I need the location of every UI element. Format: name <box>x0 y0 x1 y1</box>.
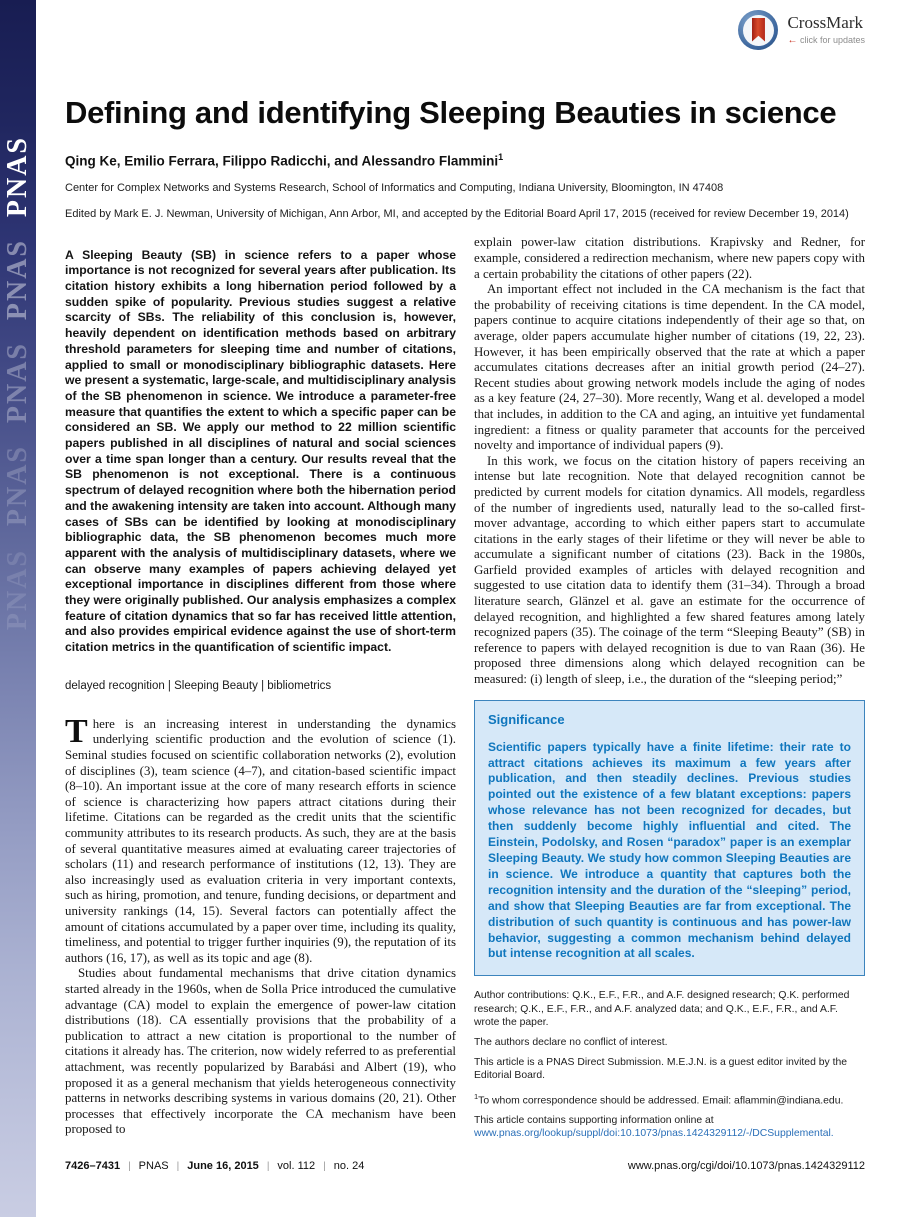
correspondence-note: $^1$To whom correspondence should be addressed. Email: aflammin@indiana.edu. <box>474 1091 844 1107</box>
dropcap-letter: T <box>65 712 88 750</box>
footer-separator: | <box>128 1161 131 1172</box>
pnas-sidebar <box>0 0 36 1217</box>
supplemental-link[interactable]: www.pnas.org/lookup/suppl/doi:10.1073/pnas.1424329112/-/DCSupplemental. <box>474 1128 834 1140</box>
crossmark-icon <box>738 10 778 50</box>
two-column-body <box>65 235 865 1147</box>
page-footer <box>65 1160 865 1172</box>
right-column <box>474 235 865 1147</box>
authors-line: Qing Ke, Emilio Ferrara, Filippo Radicchi, and Alessandro Flammini$^1$ <box>65 151 504 169</box>
significance-body: Scientific papers typically have a finite lifetime: their rate to attract citations achieves its maximum a few years after publication, and then steadily declines. Previous studies pointed out the existence of a few blatant exceptions: papers whose relevance has not been recognized for decades, but then suddenly become highly influential and cited. The Einstein, Podolsky, and Rosen “paradox” paper is an exemplar Sleeping Beauty. We study how common Sleeping Beauties are in science. We introduce a quantity that captures both the recognition intensity and the duration of the “sleeping” period, and show that Sleeping Beauties are far from exceptional. The distribution of such quantity is continuous and has power-law behavior, suggesting a common mechanism behind delayed but intense recognition at all scales. <box>488 739 851 961</box>
edited-by-line: Edited by Mark E. J. Newman, University of Michigan, Ann Arbor, MI, and accepted by the Editorial Board April 17, 2015 (received for review December 19, 2014) <box>65 208 849 221</box>
footer-separator: | <box>323 1161 326 1172</box>
author-contributions-note: Author contributions: Q.K., E.F., F.R., and A.F. designed research; Q.K. performed research; Q.K., E.F., F.R., and A.F. analyzed data; and Q.K., E.F., F.R., and A.F. wrote the paper. <box>474 990 850 1028</box>
pnas-logo: PNAS <box>2 548 33 630</box>
footer-separator: | <box>176 1161 180 1172</box>
footer-pages: 7426–7431 <box>65 1160 121 1172</box>
pnas-logo: PNAS <box>2 445 33 527</box>
correspondence-marker: 1 <box>474 1091 479 1101</box>
body-paragraph: Studies about fundamental mechanisms that drive citation dynamics started already in the 1960s, when de Solla Price introduced the cumulative advantage (CA) model to explain the emergence of power-law citation distributions (18). CA essentially provisions that the probability of a publication to attract a new citation is proportional to the number of citations it already has. The criterion, now widely referred to as preferential attachment, was recently popularized by Barabási and Albert (19), who proposed it as a general mechanism that yields heterogeneous connectivity patterns in networks describing systems in various domains (20, 21). Other processes that effectively incorporate the CA mechanism have been proposed to <box>65 966 456 1137</box>
footer-separator: | <box>266 1161 270 1172</box>
body-paragraph: There is an increasing interest in understanding the dynamics underlying scientific production and the evolution of science (1). Seminal studies focused on scientific collaboration networks (2), evolution of disciplines (3), team science (4–7), and citation-based scientific impact (8–10). An important issue at the core of many research efforts in science of science is characterizing how papers attract citations during their lifetime. Citations can be regarded as the credit units that the scientific community attributes to its research products. As such, they are at the basis of several quantitative measures aimed at evaluating career trajectories of scholars (11) and research performance of institutions (12, 13). They are also increasingly used as evaluation criteria in very important contexts, such as hiring, promotion, and tenure, funding decisions, or department and university rankings (14, 15). Several factors can potentially affect the amount of citations accumulated by a paper over time, including its quality, timeliness, and potential to trigger further inquiries (9), the reputation of its authors (16, 17), as well as its topic and age (8). <box>65 712 456 965</box>
crossmark-tagline: ← click for updates <box>787 34 865 46</box>
left-arrow-icon: ← <box>787 34 798 46</box>
pnas-logo: PNAS <box>2 342 33 424</box>
significance-box <box>474 700 865 977</box>
pnas-logo: PNAS <box>2 136 33 218</box>
footer-journal: PNAS <box>138 1160 169 1172</box>
significance-heading: Significance <box>488 711 565 727</box>
footer-issue: no. 24 <box>333 1160 365 1172</box>
page-title: Defining and identifying Sleeping Beauties in science <box>65 94 837 130</box>
conflict-of-interest-note: The authors declare no conflict of interest. <box>474 1036 668 1048</box>
body-paragraph: An important effect not included in the CA mechanism is the fact that the probability of receiving citations is time dependent. In the CA model, papers continue to acquire citations independently of their age so that, on average, older papers accumulate higher number of citations (19, 22, 23). However, it has been empirically observed that the rate at which a paper accumulates citations decreases after an initial growth period (24–27). Recent studies about growing network models include the aging of nodes as a key feature (24, 27–30). More recently, Wang et al. developed a model that includes, in addition to the CA and aging, an intuitive yet fundamental ingredient: a fitness or quality parameter that accounts for the perceived novelty and importance of individual papers (9). <box>474 282 865 453</box>
author-footnote-marker: 1 <box>498 151 504 162</box>
crossmark-badge[interactable] <box>738 10 865 50</box>
footer-doi-url[interactable]: www.pnas.org/cgi/doi/10.1073/pnas.1424329112 <box>627 1160 865 1172</box>
body-paragraph: explain power-law citation distributions. Krapivsky and Redner, for example, considered a redirection mechanism, where new papers copy with a certain probability the citations of other papers (22). <box>474 235 865 281</box>
article-content <box>65 0 865 1148</box>
pnas-logo: PNAS <box>2 239 33 321</box>
footer-date: June 16, 2015 <box>187 1160 259 1172</box>
footer-volume: vol. 112 <box>277 1160 316 1172</box>
bookmark-icon <box>752 18 765 42</box>
body-paragraph: In this work, we focus on the citation history of papers receiving an intense but late recognition. Note that delayed recognition cannot be predicted by current models for citation dynamics. All models, regardless of the number of ingredients used, naturally lead to the so-called first-mover advantage, according to which either papers start to accumulate citations in the early stages of their lifetime or they will never be able to accumulate a significant number of citations (23). Back in the 1980s, Garfield provided examples of articles with delayed recognition and suggested to use citation data to identify them (31–34). Through a broad literature search, Glänzel et al. gave an estimate for the occurrence of delayed recognition, and highlighted a few shared features among lately recognized papers (35). The coinage of the term “Sleeping Beauty” (SB) in reference to papers with delayed recognition is due to van Raan (36). He proposed three dimensions along which delayed recognition can be measured: (i) length of sleep, i.e., the duration of the “sleeping period;” <box>474 453 865 687</box>
footer-citation-meta <box>65 1160 364 1172</box>
affiliation-line: Center for Complex Networks and Systems Research, School of Informatics and Computing, Indiana University, Bloomington, IN 47408 <box>65 182 724 195</box>
abstract: A Sleeping Beauty (SB) in science refers to a paper whose importance is not recognized for several years after publication. Its citation history exhibits a long hibernation period followed by a sudden spike of popularity. Previous studies suggest a relative scarcity of SBs. The reliability of this conclusion is, however, heavily dependent on identification methods based on arbitrary threshold parameters for sleeping time and number of citations, applied to small or monodisciplinary bibliographic datasets. Here we present a systematic, large-scale, and multidisciplinary analysis of the SB phenomenon in science. We introduce a parameter-free measure that quantifies the extent to which a specific paper can be considered an SB. We apply our method to 22 million scientific papers published in all disciplines of natural and social sciences over a time span longer than a century. Our results reveal that the SB phenomenon is not exceptional. There is a continuous spectrum of delayed recognition where both the hibernation period and the awakening intensity are taken into account. Although many cases of SBs can be identified by looking at monodisciplinary bibliographic data, the SB phenomenon becomes much more apparent with the analysis of multidisciplinary datasets, where we can observe many examples of papers achieving delayed yet exceptional importance in disciplines different from those where they were originally published. Our analysis emphasizes a complex feature of citation dynamics that so far has received little attention, and also provides empirical evidence against the use of short-term citation metrics in the quantification of scientific impact. <box>65 247 456 655</box>
footnotes-block <box>474 989 865 1140</box>
direct-submission-note: This article is a PNAS Direct Submission. M.E.J.N. is a guest editor invited by the Editorial Board. <box>474 1057 848 1082</box>
keywords-line: delayed recognition | Sleeping Beauty | bibliometrics <box>65 679 332 692</box>
crossmark-name: CrossMark <box>787 13 864 33</box>
left-column <box>65 235 456 1147</box>
supporting-info-note: This article contains supporting information online at www.pnas.org/lookup/suppl/doi:10.1073/pnas.1424329112/-/DCSupplemental. <box>474 1115 834 1140</box>
